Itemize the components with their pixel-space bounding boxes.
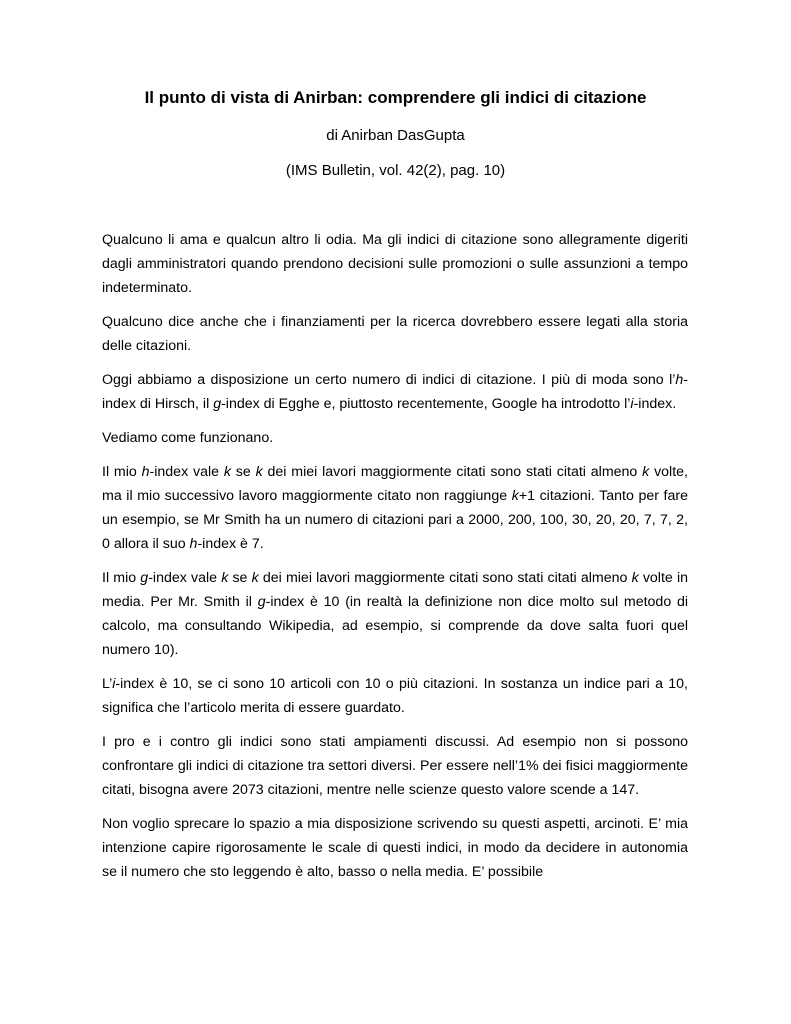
text-span: L’ (102, 676, 113, 692)
text-span: -index è 7. (197, 536, 264, 552)
text-span: dei miei lavori maggiormente citati sono stati citati almeno (258, 570, 632, 586)
text-span: se (230, 464, 256, 480)
italic-term: h (141, 464, 150, 480)
text-span: -index di Egghe e, piuttosto recentemente, Google ha introdotto l’ (221, 396, 631, 412)
text-span: -index vale (149, 464, 224, 480)
paragraph-8: I pro e i contro gli indici sono stati ampiamenti discussi. Ad esempio non si possono confrontare gli indici di citazione tra settori diversi. Per essere nell’1% dei fisici maggiormente citati, bisogna avere 2073 citazioni, mentre nelle scienze questo valore scende a 147. (102, 734, 688, 798)
text-span: -index vale (148, 570, 222, 586)
paragraph-7 (102, 672, 688, 720)
italic-term: k (221, 570, 229, 586)
italic-term: i (630, 396, 634, 412)
paragraph-2: Qualcuno dice anche che i finanziamenti per la ricerca dovrebbero essere legati alla storia delle citazioni. (102, 314, 688, 354)
text-span: dei miei lavori maggiormente citati sono stati citati almeno (262, 464, 643, 480)
text-span: Il mio (102, 570, 141, 586)
paragraph-9: Non voglio sprecare lo spazio a mia disposizione scrivendo su questi aspetti, arcinoti. E’ mia intenzione capire rigorosamente le scale di questi indici, in modo da decidere in autonomia se il numero che sto leggendo è alto, basso o nella media. E’ possibile (102, 816, 688, 880)
paragraph-5 (102, 460, 688, 556)
italic-term: h (675, 372, 684, 388)
text-span: -index è 10 (in realtà la definizione non dice molto sul metodo di calcolo, ma consultando Wikipedia, ad esempio, si comprende da dove salta fuori quel numero 10). (102, 594, 689, 658)
paragraph-4: Vediamo come funzionano. (102, 430, 274, 446)
text-span: -index di Hirsch, il (102, 372, 688, 412)
text-span: se (228, 570, 252, 586)
text-span: +1 citazioni. Tanto per fare un esempio, se Mr Smith ha un numero di citazioni pari a 2000, 200, 100, 30, 20, 20, 7, 7, 2, 0 allora il suo (102, 488, 688, 552)
italic-term: h (189, 536, 198, 552)
document-title: Il punto di vista di Anirban: comprendere gli indici di citazione (144, 88, 647, 107)
document-source: (IMS Bulletin, vol. 42(2), pag. 10) (285, 162, 506, 179)
paragraph-3 (102, 368, 688, 416)
italic-term: g (140, 570, 149, 586)
article-body (102, 228, 688, 894)
italic-term: k (255, 464, 263, 480)
text-span: -index. (633, 396, 677, 412)
text-span: volte in media. Per Mr. Smith il (102, 570, 688, 610)
italic-term: i (112, 676, 116, 692)
italic-term: k (511, 488, 519, 504)
text-span: volte, ma il mio successivo lavoro maggiormente citato non raggiunge (102, 464, 688, 504)
italic-term: k (631, 570, 639, 586)
italic-term: k (251, 570, 259, 586)
paragraph-6 (102, 566, 688, 662)
paragraph-1: Qualcuno li ama e qualcun altro li odia. Ma gli indici di citazione sono allegramente digeriti dagli amministratori quando prendono decisioni sulle promozioni o sulle assunzioni a tempo indeterminato. (102, 232, 688, 296)
text-span: Oggi abbiamo a disposizione un certo numero di indici di citazione. I più di moda sono l’ (102, 372, 676, 388)
italic-term: k (642, 464, 650, 480)
text-span: Il mio (102, 464, 142, 480)
italic-term: k (223, 464, 231, 480)
italic-term: g (213, 396, 222, 412)
document-author: di Anirban DasGupta (326, 127, 465, 144)
text-span: -index è 10, se ci sono 10 articoli con 10 o più citazioni. In sostanza un indice pari a 10, significa che l’articolo merita di essere guardato. (102, 676, 688, 716)
italic-term: g (257, 594, 266, 610)
